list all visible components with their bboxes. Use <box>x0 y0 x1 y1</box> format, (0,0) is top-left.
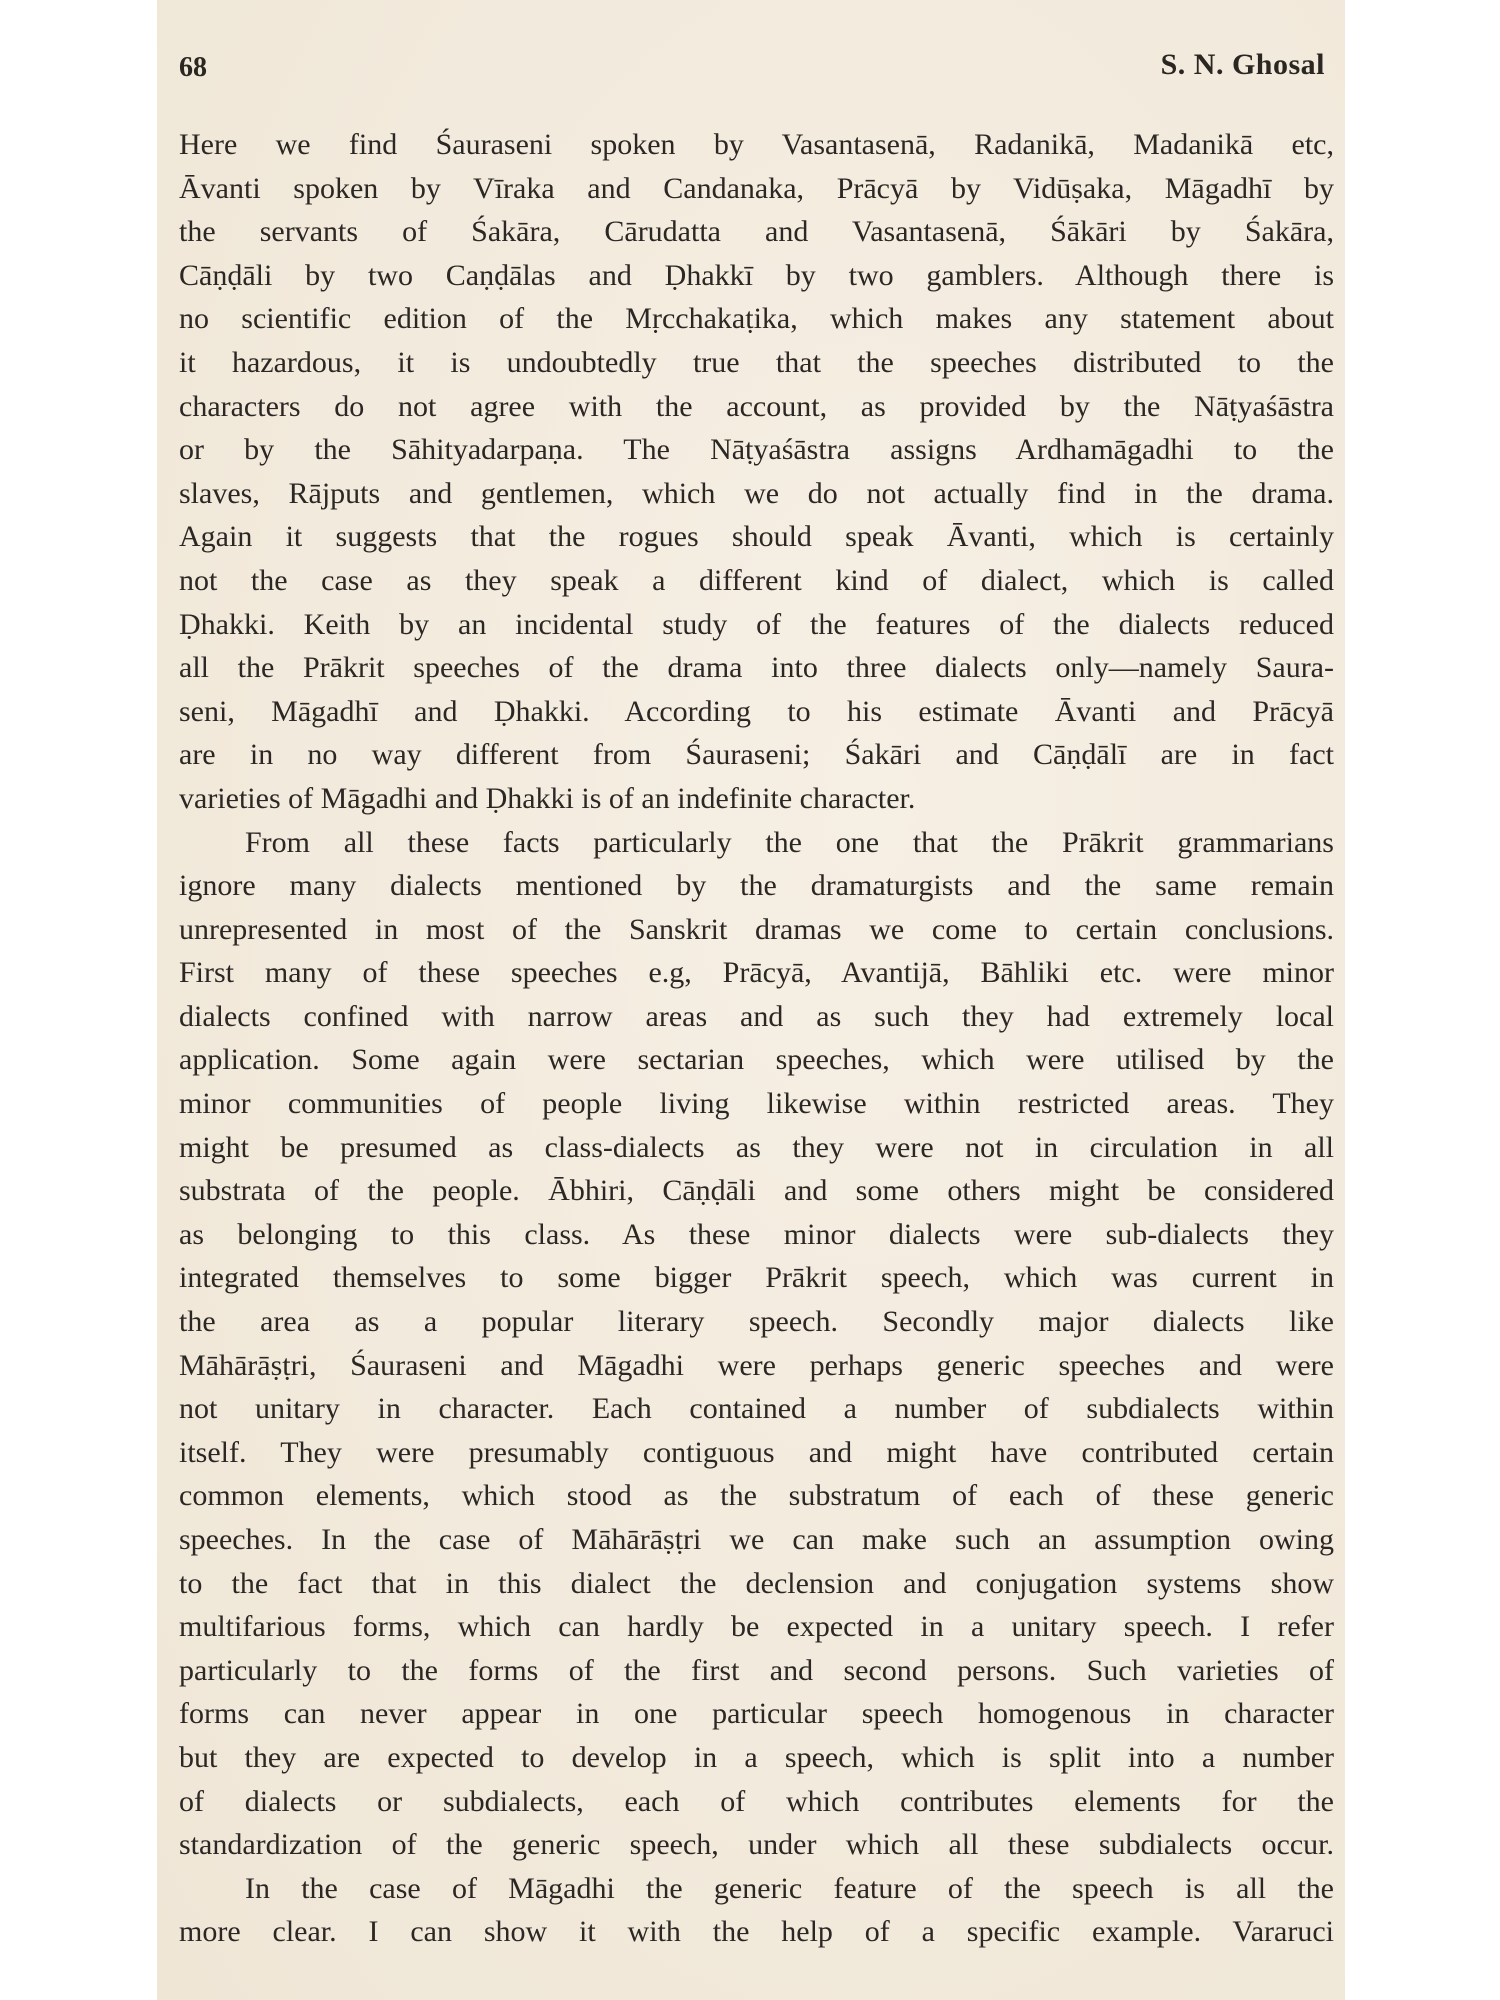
text-line: the servants of Śakāra, Cārudatta and Vasantasenā, Śākāri by Śakāra, <box>179 215 1334 249</box>
text-line: substrata of the people. Ābhiri, Cāṇḍāli and some others might be considered <box>179 1174 1334 1208</box>
text-line: multifarious forms, which can hardly be expected in a unitary speech. I refer <box>179 1610 1334 1644</box>
text-line: Māhārāṣṭri, Śauraseni and Māgadhi were perhaps generic speeches and were <box>179 1348 1334 1382</box>
text-line: common elements, which stood as the substratum of each of these generic <box>179 1479 1334 1513</box>
text-line: dialects confined with narrow areas and as such they had extremely local <box>179 999 1334 1033</box>
text-line: Again it suggests that the rogues should speak Āvanti, which is certainly <box>179 520 1334 554</box>
text-line: Āvanti spoken by Vīraka and Candanaka, Prācyā by Vidūṣaka, Māgadhī by <box>179 171 1334 205</box>
text-line: forms can never appear in one particular speech homogenous in character <box>179 1697 1334 1731</box>
page-header <box>179 48 1325 92</box>
text-line: to the fact that in this dialect the declension and conjugation systems show <box>179 1566 1334 1600</box>
text-line: more clear. I can show it with the help of a specific example. Vararuci <box>179 1915 1334 1949</box>
text-line: not unitary in character. Each contained a number of subdialects within <box>179 1392 1334 1426</box>
text-line: the area as a popular literary speech. Secondly major dialects like <box>179 1305 1334 1339</box>
text-line: no scientific edition of the Mṛcchakaṭika, which makes any statement about <box>179 302 1334 336</box>
text-line: are in no way different from Śauraseni; Śakāri and Cāṇḍālī are in fact <box>179 738 1334 772</box>
text-line: Here we find Śauraseni spoken by Vasantasenā, Radanikā, Madanikā etc, <box>179 128 1334 161</box>
text-line: application. Some again were sectarian speeches, which were utilised by the <box>179 1043 1334 1077</box>
text-line: slaves, Rājputs and gentlemen, which we do not actually find in the drama. <box>179 476 1334 510</box>
text-line: seni, Māgadhī and Ḍhakki. According to his estimate Āvanti and Prācyā <box>179 694 1334 728</box>
text-line: might be presumed as class-dialects as they were not in circulation in all <box>179 1130 1334 1164</box>
text-line: as belonging to this class. As these minor dialects were sub-dialects they <box>179 1217 1334 1251</box>
text-line: varieties of Māgadhi and Ḍhakki is of an indefinite character. <box>179 781 916 815</box>
text-line: itself. They were presumably contiguous and might have contributed certain <box>179 1435 1334 1469</box>
text-line: Ḍhakki. Keith by an incidental study of the features of the dialects reduced <box>179 607 1334 641</box>
text-line: ignore many dialects mentioned by the dramaturgists and the same remain <box>179 869 1334 903</box>
scanned-book-page <box>157 0 1345 2000</box>
text-line: standardization of the generic speech, under which all these subdialects occur. <box>179 1828 1334 1862</box>
text-line: speeches. In the case of Māhārāṣṭri we can make such an assumption owing <box>179 1523 1334 1556</box>
body-text <box>179 123 1334 1954</box>
text-line: In the case of Māgadhi the generic feature of the speech is all the <box>245 1871 1334 1905</box>
text-line: particularly to the forms of the first and second persons. Such varieties of <box>179 1653 1334 1687</box>
running-head-author: S. N. Ghosal <box>1160 48 1325 81</box>
text-line: all the Prākrit speeches of the drama into three dialects only—namely Saura- <box>179 651 1334 685</box>
page-number: 68 <box>179 52 207 83</box>
text-line: integrated themselves to some bigger Prākrit speech, which was current in <box>179 1261 1334 1295</box>
text-line: First many of these speeches e.g, Prācyā, Avantijā, Bāhliki etc. were minor <box>179 956 1334 990</box>
text-line: unrepresented in most of the Sanskrit dramas we come to certain conclusions. <box>179 912 1334 946</box>
text-line: but they are expected to develop in a speech, which is split into a number <box>179 1740 1334 1774</box>
text-line: minor communities of people living likewise within restricted areas. They <box>179 1087 1334 1121</box>
text-line: characters do not agree with the account, as provided by the Nāṭyaśāstra <box>179 389 1334 423</box>
text-line: Cāṇḍāli by two Caṇḍālas and Ḍhakkī by two gamblers. Although there is <box>179 258 1334 292</box>
text-line: of dialects or subdialects, each of which contributes elements for the <box>179 1784 1334 1818</box>
text-line: From all these facts particularly the one that the Prākrit grammarians <box>245 825 1334 859</box>
text-line: it hazardous, it is undoubtedly true that the speeches distributed to the <box>179 345 1334 379</box>
text-line: not the case as they speak a different kind of dialect, which is called <box>179 563 1334 597</box>
text-line: or by the Sāhityadarpaṇa. The Nāṭyaśāstra assigns Ardhamāgadhi to the <box>179 433 1334 467</box>
